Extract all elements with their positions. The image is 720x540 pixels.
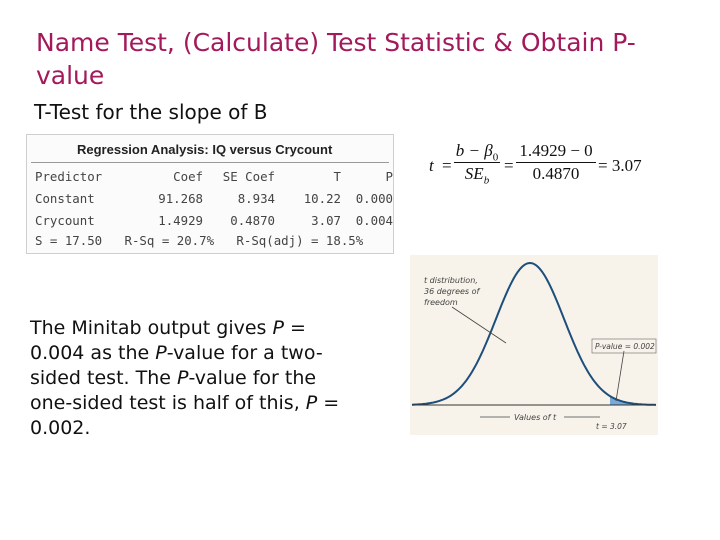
formula-lhs: t — [429, 156, 434, 175]
table-row — [35, 209, 393, 231]
text-italic-p: P — [155, 342, 167, 364]
t-distribution-figure — [410, 255, 658, 435]
formula-numerator: b − β — [455, 141, 493, 160]
df-label-line3: freedom — [424, 298, 458, 307]
cell-coef: 91.268 — [158, 190, 203, 206]
header-se-coef: SE Coef — [222, 168, 275, 184]
text-segment: = 0.002. — [30, 392, 340, 439]
formula-numerator-sub: 0 — [492, 151, 499, 164]
t-distribution-svg — [410, 255, 658, 435]
cell-se-coef: 0.4870 — [230, 212, 275, 228]
formula-fraction-numeric — [516, 140, 596, 185]
text-segment: -value for a two-sided test. The — [30, 342, 323, 389]
cell-coef: 1.4929 — [158, 212, 203, 228]
table-header-row — [35, 165, 393, 187]
text-segment: -value for the one-sided test is half of this, — [30, 367, 317, 414]
regression-divider — [31, 162, 389, 163]
header-p: P — [385, 168, 393, 184]
formula-numeric-denominator: 0.4870 — [532, 164, 580, 183]
text-italic-p: P — [272, 317, 284, 339]
explanation-text — [30, 316, 360, 441]
slide-subtitle: T-Test for the slope of B — [34, 100, 268, 124]
text-italic-p: P — [305, 392, 318, 414]
slide-title: Name Test, (Calculate) Test Statistic & Obtain P-value — [36, 28, 636, 90]
cell-p: 0.000 — [355, 190, 393, 206]
formula-equals-2: = — [504, 156, 514, 175]
cell-predictor: Constant — [35, 190, 95, 206]
df-label-line1: t distribution, — [424, 276, 478, 285]
axis-label: Values of t — [514, 413, 557, 422]
cell-t: 10.22 — [303, 190, 341, 206]
regression-summary: S = 17.50 R-Sq = 20.7% R-Sq(adj) = 18.5% — [35, 233, 364, 248]
text-segment: The Minitab output gives — [30, 317, 273, 339]
formula-fraction-symbolic — [454, 140, 500, 185]
formula-equals-1: = — [442, 156, 452, 175]
cell-t: 3.07 — [311, 212, 341, 228]
regression-title: Regression Analysis: IQ versus Crycount — [77, 142, 333, 157]
header-coef: Coef — [173, 168, 203, 184]
formula-denominator-sub: b — [483, 174, 490, 187]
text-italic-p: P — [176, 367, 189, 389]
label-arrow-pvalue — [616, 351, 624, 401]
regression-output-table — [26, 134, 394, 254]
cell-p: 0.004 — [355, 212, 393, 228]
pvalue-label: P-value = 0.002 — [595, 342, 655, 351]
coefficients-table — [35, 165, 393, 231]
formula-denominator: SE — [464, 164, 484, 183]
df-label-line2: 36 degrees of — [424, 287, 480, 296]
formula-result: = 3.07 — [598, 156, 642, 175]
t-value-label: t = 3.07 — [596, 422, 627, 431]
header-t: T — [333, 168, 341, 184]
cell-se-coef: 8.934 — [237, 190, 275, 206]
formula-numeric-numerator: 1.4929 − 0 — [519, 141, 593, 160]
cell-predictor: Crycount — [35, 212, 95, 228]
text-segment: = 0.004 as the — [30, 317, 306, 364]
header-predictor: Predictor — [35, 168, 103, 184]
table-row — [35, 187, 393, 209]
t-statistic-formula — [426, 140, 646, 196]
